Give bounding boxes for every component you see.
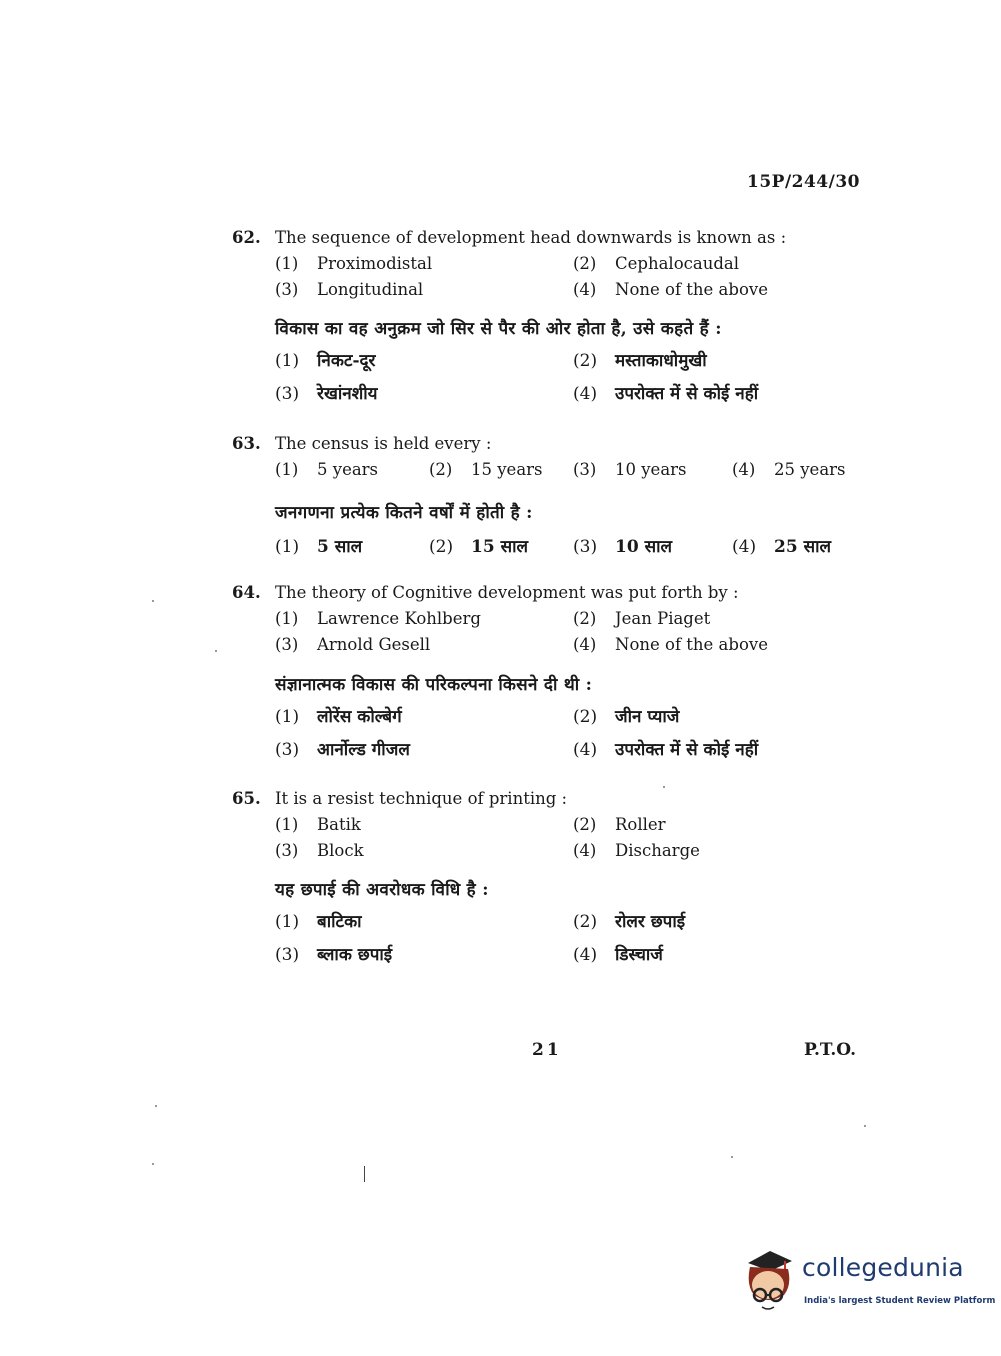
option-hi-4: (4) उपरोक्त में से कोई नहीं — [573, 384, 759, 404]
option-en-1: (1) Batik — [275, 815, 361, 834]
question-number: 65. — [232, 789, 261, 808]
options-hi — [232, 701, 872, 767]
option-en-1: (1) Proximodistal — [275, 254, 433, 273]
option-hi-1: (1) निकट-दूर — [275, 351, 376, 371]
option-en-1: (1) Lawrence Kohlberg — [275, 609, 481, 628]
scan-speck — [731, 1156, 733, 1158]
question-63 — [232, 431, 872, 565]
question-text-en: It is a resist technique of printing : — [275, 789, 568, 808]
page-number: 21 — [532, 1040, 562, 1060]
option-en-3: (3) Longitudinal — [275, 280, 424, 299]
brand-name: collegedunia — [802, 1253, 964, 1282]
option-hi-3: (3) आर्नोल्ड गीजल — [275, 740, 410, 760]
question-stem-en — [232, 580, 872, 606]
question-number: 62. — [232, 228, 261, 247]
brand-tagline: India's largest Student Review Platform — [804, 1296, 996, 1306]
pto-label: P.T.O. — [804, 1040, 856, 1060]
question-number: 64. — [232, 583, 261, 602]
option-en-2: (2) 15 years — [429, 460, 543, 479]
question-stem-en — [232, 786, 872, 812]
scan-speck — [663, 786, 665, 788]
paper-code: 15P/244/30 — [747, 172, 861, 192]
collegedunia-logo — [740, 1245, 996, 1320]
scan-speck — [152, 1163, 154, 1165]
question-stem-hi — [232, 497, 872, 529]
options-en — [232, 606, 872, 658]
question-65 — [232, 786, 872, 972]
option-en-3: (3) Block — [275, 841, 364, 860]
options-en — [232, 251, 872, 303]
options-en — [232, 457, 872, 483]
option-en-4: (4) Discharge — [573, 841, 700, 860]
scan-speck — [155, 1105, 157, 1107]
question-number: 63. — [232, 434, 261, 453]
option-en-2: (2) Roller — [573, 815, 666, 834]
option-en-4: (4) None of the above — [573, 280, 768, 299]
question-stem-hi — [232, 874, 872, 906]
question-stem-hi — [232, 313, 872, 345]
options-en — [232, 812, 872, 864]
option-en-2: (2) Cephalocaudal — [573, 254, 740, 273]
scan-speck — [215, 650, 217, 652]
option-hi-2: (2) मस्ताकाधोमुखी — [573, 351, 707, 371]
option-en-3: (3) 10 years — [573, 460, 687, 479]
option-en-4: (4) 25 years — [732, 460, 846, 479]
scan-mark — [364, 1166, 365, 1182]
scan-speck — [152, 600, 154, 602]
question-stem-hi — [232, 669, 872, 701]
option-hi-3: (3) ब्लाक छपाई — [275, 945, 393, 965]
option-en-1: (1) 5 years — [275, 460, 379, 479]
options-hi — [232, 345, 872, 411]
option-hi-2: (2) जीन प्याजे — [573, 707, 680, 727]
scan-speck — [864, 1125, 866, 1127]
options-hi — [232, 531, 872, 565]
question-text-en: The census is held every : — [275, 434, 492, 453]
question-stem-en — [232, 225, 872, 251]
option-hi-2: (2) रोलर छपाई — [573, 912, 686, 932]
mascot-icon — [740, 1245, 800, 1315]
option-hi-3: (3) रेखांनशीय — [275, 384, 378, 404]
option-hi-4: (4) डिस्चार्ज — [573, 945, 663, 965]
question-text-en: The theory of Cognitive development was put forth by : — [275, 583, 739, 602]
option-hi-4: (4) 25 साल — [732, 537, 831, 557]
option-hi-3: (3) 10 साल — [573, 537, 672, 557]
question-text-hi: संज्ञानात्मक विकास की परिकल्पना किसने दी थी : — [275, 675, 593, 695]
option-en-4: (4) None of the above — [573, 635, 768, 654]
option-hi-1: (1) 5 साल — [275, 537, 363, 557]
option-en-2: (2) Jean Piaget — [573, 609, 711, 628]
option-en-3: (3) Arnold Gesell — [275, 635, 431, 654]
question-text-hi: यह छपाई की अवरोधक विधि है : — [275, 880, 489, 900]
question-text-en: The sequence of development head downwards is known as : — [275, 228, 787, 247]
question-64 — [232, 580, 872, 767]
options-hi — [232, 906, 872, 972]
option-hi-1: (1) लोरेंस कोल्बेर्ग — [275, 707, 402, 727]
option-hi-4: (4) उपरोक्त में से कोई नहीं — [573, 740, 759, 760]
option-hi-1: (1) बाटिका — [275, 912, 362, 932]
question-62 — [232, 225, 872, 411]
option-hi-2: (2) 15 साल — [429, 537, 528, 557]
question-text-hi: विकास का वह अनुक्रम जो सिर से पैर की ओर होता है, उसे कहते हैं : — [275, 319, 722, 339]
question-text-hi: जनगणना प्रत्येक कितने वर्षों में होती है : — [275, 503, 533, 523]
question-stem-en — [232, 431, 872, 457]
